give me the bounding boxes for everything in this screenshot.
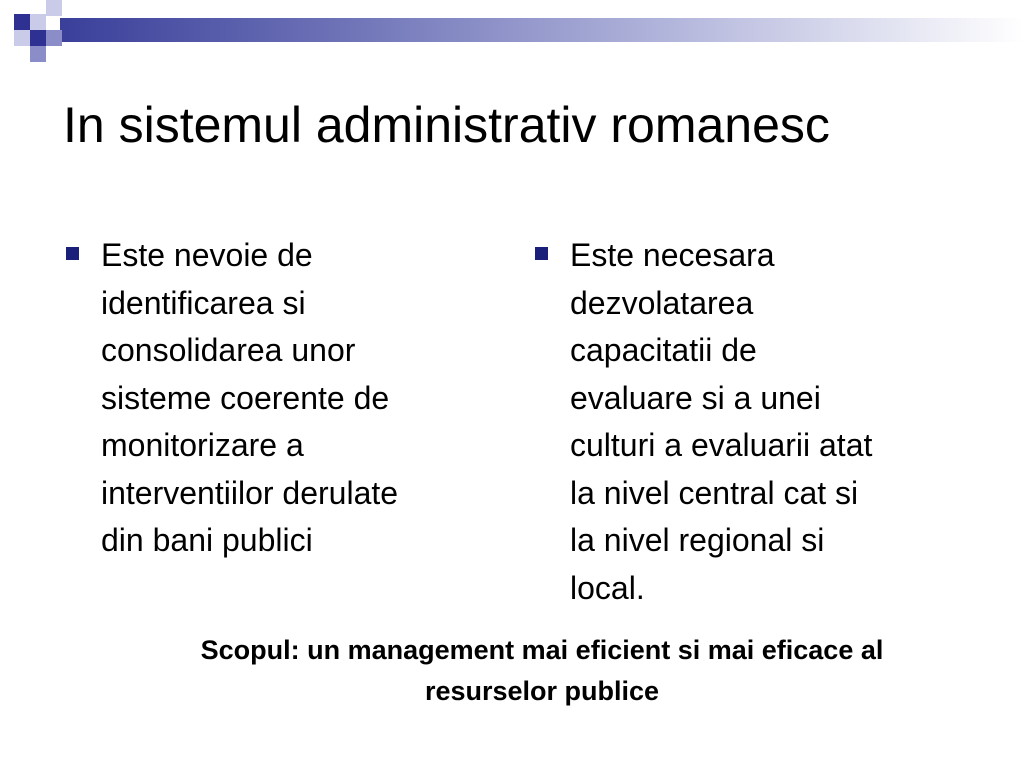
header-square-light [30,14,46,30]
conclusion-line: Scopul: un management mai eficient si mai eficace al [200,635,884,665]
header-square-light [46,0,62,16]
bullet-line: Este nevoie de [101,237,313,273]
conclusion-line: resurselor publice [424,676,660,706]
bullet-line: consolidarea unor [101,332,356,368]
square-bullet-icon [535,247,548,260]
bullet-line: local. [570,569,645,606]
header-gradient-bar [60,18,1024,42]
bullet-line: culturi a evaluarii atat [570,427,873,463]
list-item [532,232,962,612]
header-square-light [14,30,30,46]
bullet-line: Este necesara [570,237,775,273]
bullet-line: la nivel central cat si [570,474,859,511]
bullet-line: dezvolatarea [570,284,754,321]
slide-conclusion [80,630,1004,712]
square-bullet-icon [66,247,79,260]
right-bullet-list [532,232,962,612]
bullet-line: din bani publici [101,522,313,558]
slide-title: In sistemul administrativ romanesc [63,97,830,153]
header-square-dark [14,14,30,30]
header-square-dark [30,30,46,46]
bullet-line: capacitatii de [570,332,757,368]
bullet-line: evaluare si a unei [570,379,821,416]
bullet-line: monitorizare a [101,427,304,463]
bullet-line: la nivel regional si [570,522,825,558]
header-square-mid [46,30,62,46]
header-square-mid [30,46,46,62]
list-item [63,232,483,565]
bullet-line: interventiilor derulate [101,474,399,511]
bullet-line: identificarea si [101,284,306,321]
left-bullet-list [63,232,483,565]
bullet-line: sisteme coerente de [101,379,390,416]
